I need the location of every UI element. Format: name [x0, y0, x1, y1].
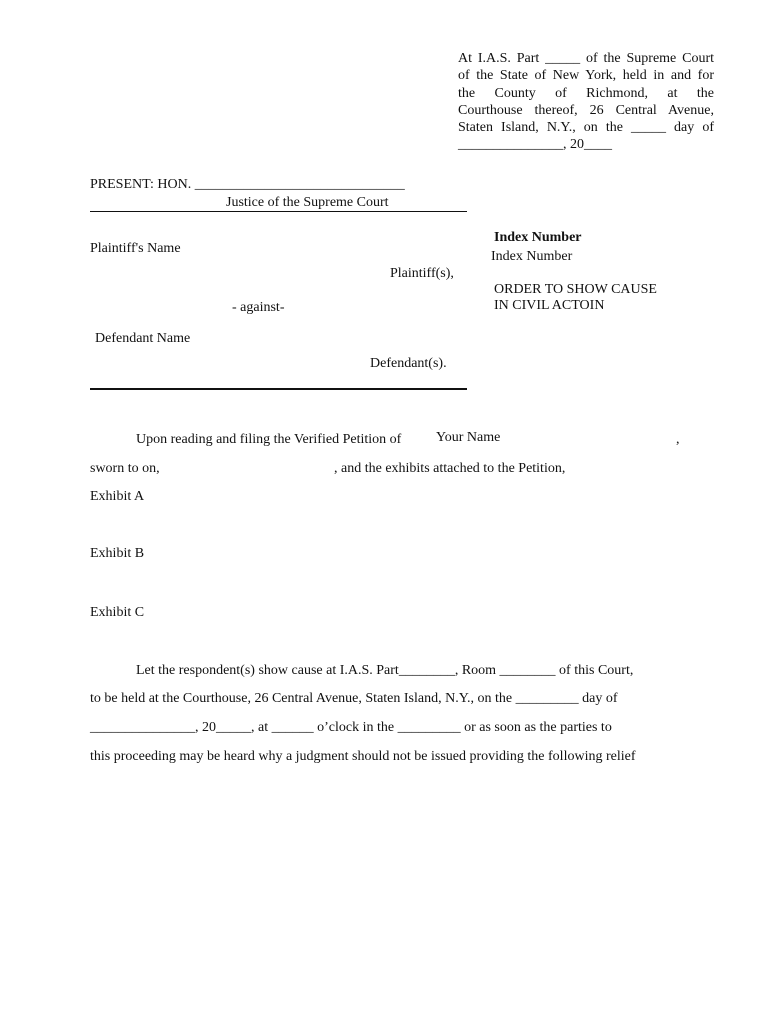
petition-comma: ,	[676, 432, 680, 447]
defendant-role: Defendant(s).	[370, 356, 447, 371]
present-hon-line: PRESENT: HON. ______________________________	[90, 177, 405, 192]
show-cause-line1: Let the respondent(s) show cause at I.A.S. Part________, Room ________ of this Court,	[136, 663, 634, 678]
exhibits-clause: , and the exhibits attached to the Petition,	[334, 461, 566, 476]
caption-bottom-rule	[90, 388, 467, 390]
show-cause-line2: to be held at the Courthouse, 26 Central Avenue, Staten Island, N.Y., on the _________ day of	[90, 691, 618, 706]
caption-line: Courthouse thereof, 26 Central Avenue,	[458, 102, 714, 118]
exhibit-a: Exhibit A	[90, 489, 145, 504]
exhibit-b: Exhibit B	[90, 546, 145, 561]
defendant-name: Defendant Name	[95, 331, 191, 346]
petitioner-name: Your Name	[436, 430, 501, 445]
show-cause-line3: _______________, 20_____, at ______ o’clock in the _________ or as soon as the parties to	[90, 720, 612, 735]
plaintiff-role: Plaintiff(s),	[390, 266, 454, 281]
justice-signature-rule	[90, 211, 467, 212]
caption-line: Staten Island, N.Y., on the _____ day of	[458, 120, 714, 136]
index-number-value: Index Number	[491, 249, 573, 264]
justice-title: Justice of the Supreme Court	[226, 195, 389, 210]
court-caption	[458, 50, 714, 154]
plaintiff-name: Plaintiff's Name	[90, 241, 181, 256]
caption-line: of the State of New York, held in and for	[458, 68, 714, 84]
show-cause-line4: this proceeding may be heard why a judgment should not be issued providing the following relief	[90, 749, 636, 764]
caption-line: _______________, 20____	[458, 137, 612, 153]
caption-line: the County of Richmond, at the	[458, 85, 714, 101]
exhibit-c: Exhibit C	[90, 605, 145, 620]
index-number-heading: Index Number	[494, 230, 582, 245]
petition-intro: Upon reading and filing the Verified Petition of	[136, 432, 402, 447]
order-title-line1: ORDER TO SHOW CAUSE	[494, 282, 657, 297]
order-title-line2: IN CIVIL ACTOIN	[494, 298, 605, 313]
caption-line: At I.A.S. Part _____ of the Supreme Court	[458, 51, 714, 66]
against-text: - against-	[232, 300, 285, 315]
sworn-to-on: sworn to on,	[90, 461, 160, 476]
